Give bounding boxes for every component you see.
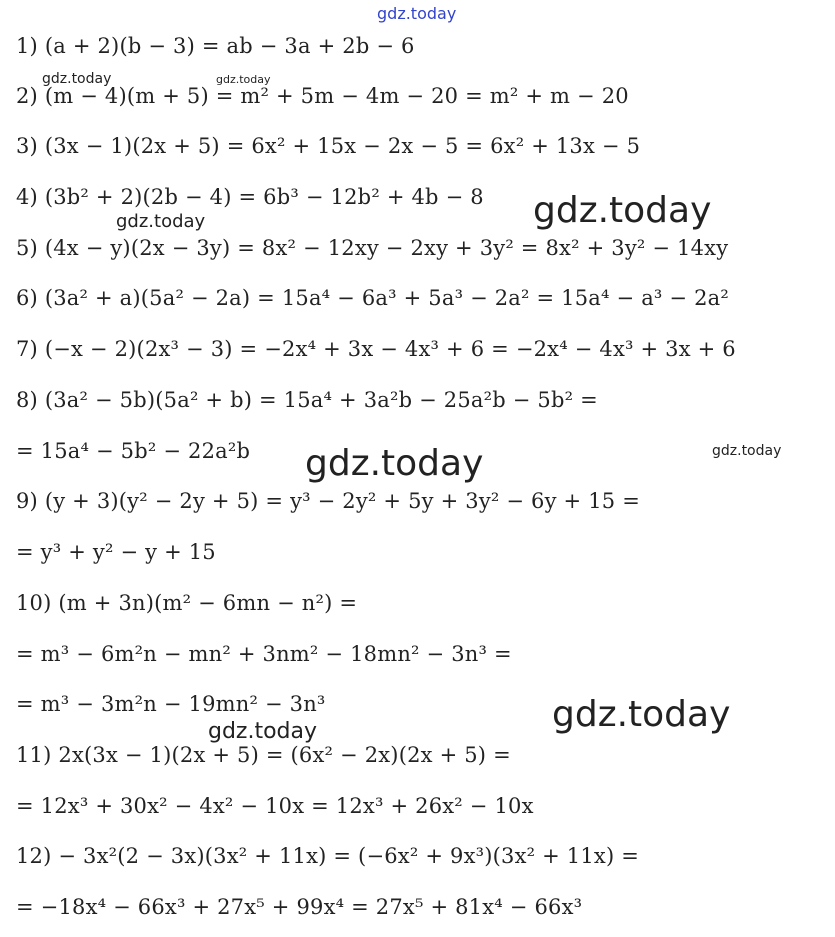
- solution-line-8-cont: = 15a⁴ − 5b² − 22a²b: [16, 439, 251, 463]
- solution-line-11-cont: = 12x³ + 30x² − 4x² − 10x = 12x³ + 26x² − 10x: [16, 794, 534, 818]
- solution-line-7: 7) (−x − 2)(2x³ − 3) = −2x⁴ + 3x − 4x³ + 6 = −2x⁴ − 4x³ + 3x + 6: [16, 337, 736, 361]
- solution-line-12: 12) − 3x²(2 − 3x)(3x² + 11x) = (−6x² + 9x³)(3x² + 11x) =: [16, 844, 640, 868]
- solution-line-10-cont-2: = m³ − 3m²n − 19mn² − 3n³: [16, 692, 326, 716]
- watermark-small-2: gdz.today: [216, 73, 271, 86]
- solution-line-9-cont: = y³ + y² − y + 15: [16, 540, 216, 564]
- watermark-large-3: gdz.today: [552, 694, 731, 735]
- solution-line-1: 1) (a + 2)(b − 3) = ab − 3a + 2b − 6: [16, 34, 415, 58]
- solution-line-9: 9) (y + 3)(y² − 2y + 5) = y³ − 2y² + 5y + 3y² − 6y + 15 =: [16, 489, 641, 513]
- solution-line-10-cont-1: = m³ − 6m²n − mn² + 3nm² − 18mn² − 3n³ =: [16, 642, 512, 666]
- solution-line-6: 6) (3a² + a)(5a² − 2a) = 15a⁴ − 6a³ + 5a³ − 2a² = 15a⁴ − a³ − 2a²: [16, 286, 729, 310]
- watermark-top: gdz.today: [377, 4, 457, 23]
- watermark-large-1: gdz.today: [533, 190, 712, 231]
- solution-line-5: 5) (4x − y)(2x − 3y) = 8x² − 12xy − 2xy + 3y² = 8x² + 3y² − 14xy: [16, 236, 729, 260]
- watermark-large-2: gdz.today: [305, 443, 484, 484]
- watermark-medium-2: gdz.today: [208, 719, 318, 744]
- solution-line-4: 4) (3b² + 2)(2b − 4) = 6b³ − 12b² + 4b − 8: [16, 185, 484, 209]
- watermark-small-3: gdz.today: [712, 443, 782, 459]
- solution-line-2: 2) (m − 4)(m + 5) = m² + 5m − 4m − 20 = m² + m − 20: [16, 84, 629, 108]
- solution-line-12-cont: = −18x⁴ − 66x³ + 27x⁵ + 99x⁴ = 27x⁵ + 81x⁴ − 66x³: [16, 895, 583, 919]
- watermark-small-1: gdz.today: [42, 71, 112, 87]
- solution-line-11: 11) 2x(3x − 1)(2x + 5) = (6x² − 2x)(2x + 5) =: [16, 743, 511, 767]
- solution-line-3: 3) (3x − 1)(2x + 5) = 6x² + 15x − 2x − 5 = 6x² + 13x − 5: [16, 134, 641, 158]
- solution-line-10: 10) (m + 3n)(m² − 6mn − n²) =: [16, 591, 358, 615]
- watermark-medium-1: gdz.today: [116, 211, 206, 232]
- solution-line-8: 8) (3a² − 5b)(5a² + b) = 15a⁴ + 3a²b − 25a²b − 5b² =: [16, 388, 598, 412]
